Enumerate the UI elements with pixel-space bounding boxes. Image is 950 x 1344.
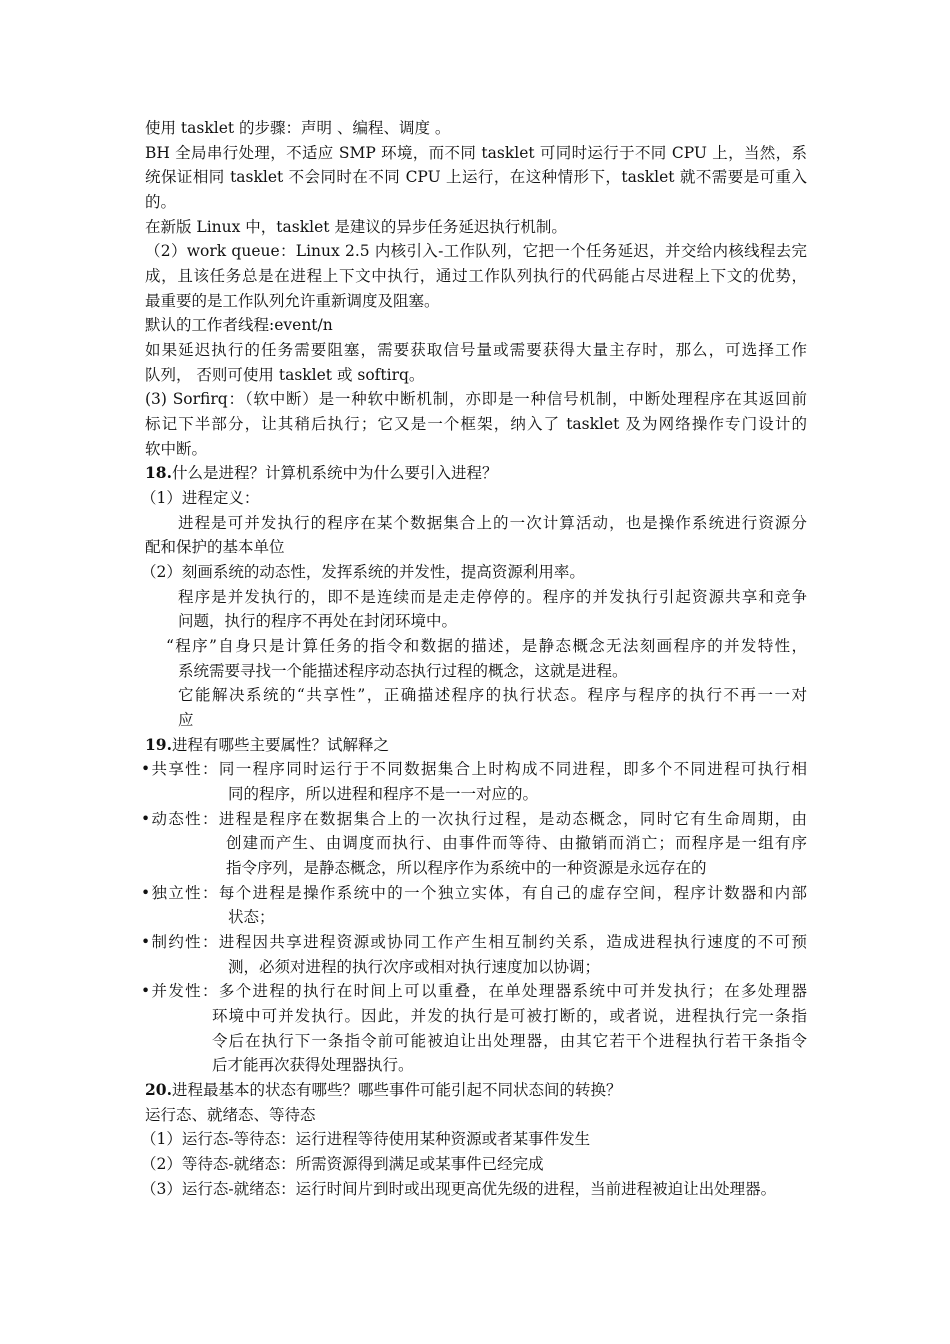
text-line: 成，且该任务总是在进程上下文中执行，通过工作队列执行的代码能占尽进程上下文的优势， [145, 267, 807, 285]
text-line: 运行态、就绪态、等待态 [145, 1106, 316, 1124]
text-line: 统保证相同 tasklet 不会同时在不同 CPU 上运行，在这种情形下，tasklet 就不需要是可重入 [145, 168, 807, 186]
text-line: 标记下半部分，让其稍后执行；它又是一个框架，纳入了 tasklet 及为网络操作专门设计的 [145, 415, 807, 433]
bullet-item: •共享性：同一程序同时运行于不同数据集合上时构成不同进程，即多个不同进程可执行相 [141, 760, 807, 778]
text-line: 创建而产生、由调度而执行、由事件而等待、由撤销而消亡；而程序是一组有序 [226, 834, 807, 852]
text-line: 软中断。 [145, 440, 208, 458]
text-line: 系统需要寻找一个能描述程序动态执行过程的概念，这就是进程。 [178, 662, 628, 680]
text-line: （1）运行态-等待态：运行进程等待使用某种资源或者某事件发生 [141, 1130, 591, 1148]
bullet-item: •动态性：进程是程序在数据集合上的一次执行过程，是动态概念，同时它有生命周期，由 [141, 810, 807, 828]
text-line: （2）刻画系统的动态性，发挥系统的并发性，提高资源利用率。 [141, 563, 585, 581]
text-line: 如果延迟执行的任务需要阻塞，需要获取信号量或需要获得大量主存时，那么，可选择工作 [145, 341, 807, 359]
question-heading [145, 733, 389, 758]
text-line: 默认的工作者线程:event/n [145, 316, 333, 334]
question-number: 18. [145, 463, 172, 482]
text-line: 同的程序，所以进程和程序不是一一对应的。 [228, 785, 539, 803]
bullet-item: •并发性：多个进程的执行在时间上可以重叠，在单处理器系统中可并发执行；在多处理器 [141, 982, 807, 1000]
question-heading [145, 1078, 621, 1103]
text-line: 测，必须对进程的执行次序或相对执行速度加以协调； [228, 958, 601, 976]
question-text: 什么是进程？计算机系统中为什么要引入进程？ [171, 464, 498, 482]
text-line: (3) Sorfirq：（软中断）是一种软中断机制，亦即是一种信号机制，中断处理程序在其返回前 [145, 390, 807, 408]
text-line: 应 [178, 711, 194, 729]
text-line: 问题，执行的程序不再处在封闭环境中。 [178, 612, 458, 630]
text-line: 队列， 否则可使用 tasklet 或 softirq。 [145, 366, 425, 384]
text-line: 的。 [145, 193, 177, 211]
question-text: 进程最基本的状态有哪些？哪些事件可能引起不同状态间的转换？ [171, 1081, 622, 1099]
text-line: 它能解决系统的“共享性”，正确描述程序的执行状态。程序与程序的执行不再一一对 [178, 686, 807, 704]
question-heading [145, 461, 497, 486]
question-number: 20. [145, 1080, 172, 1099]
text-line: （3）运行态-就绪态：运行时间片到时或出现更高优先级的进程，当前进程被迫让出处理器。 [141, 1180, 777, 1198]
text-line: 后才能再次获得处理器执行。 [212, 1056, 414, 1074]
text-line: 最重要的是工作队列允许重新调度及阻塞。 [145, 292, 440, 310]
text-line: （2）work queue：Linux 2.5 内核引入-工作队列，它把一个任务延迟，并交给内核线程去完 [145, 242, 807, 260]
text-line: 进程是可并发执行的程序在某个数据集合上的一次计算活动，也是操作系统进行资源分 [178, 514, 807, 532]
text-line: 程序是并发执行的，即不是连续而是走走停停的。程序的并发执行引起资源共享和竞争 [178, 588, 807, 606]
text-line: （2）等待态-就绪态：所需资源得到满足或某事件已经完成 [141, 1155, 544, 1173]
bullet-item: •独立性：每个进程是操作系统中的一个独立实体，有自己的虚存空间，程序计数器和内部 [141, 884, 807, 902]
text-line: 在新版 Linux 中，tasklet 是建议的异步任务延迟执行机制。 [145, 218, 567, 236]
question-text: 进程有哪些主要属性？试解释之 [171, 736, 389, 754]
text-line: 配和保护的基本单位 [145, 538, 285, 556]
text-line: （1）进程定义： [141, 489, 260, 507]
text-line: “程序”自身只是计算任务的指令和数据的描述，是静态概念无法刻画程序的并发特性， [166, 637, 807, 655]
text-line: 指令序列，是静态概念，所以程序作为系统中的一种资源是永远存在的 [226, 859, 707, 877]
question-number: 19. [145, 735, 172, 754]
bullet-item: •制约性：进程因共享进程资源或协同工作产生相互制约关系，造成进程执行速度的不可预 [141, 933, 807, 951]
text-line: 环境中可并发执行。因此，并发的执行是可被打断的，或者说，进程执行完一条指 [212, 1007, 807, 1025]
text-line: BH 全局串行处理，不适应 SMP 环境，而不同 tasklet 可同时运行于不同 CPU 上，当然，系 [145, 144, 807, 162]
text-line: 状态； [228, 908, 275, 926]
text-line: 令后在执行下一条指令前可能被迫让出处理器，由其它若干个进程执行若干条指令 [212, 1032, 807, 1050]
text-line: 使用 tasklet 的步骤：声明 、编程、调度 。 [145, 119, 451, 137]
